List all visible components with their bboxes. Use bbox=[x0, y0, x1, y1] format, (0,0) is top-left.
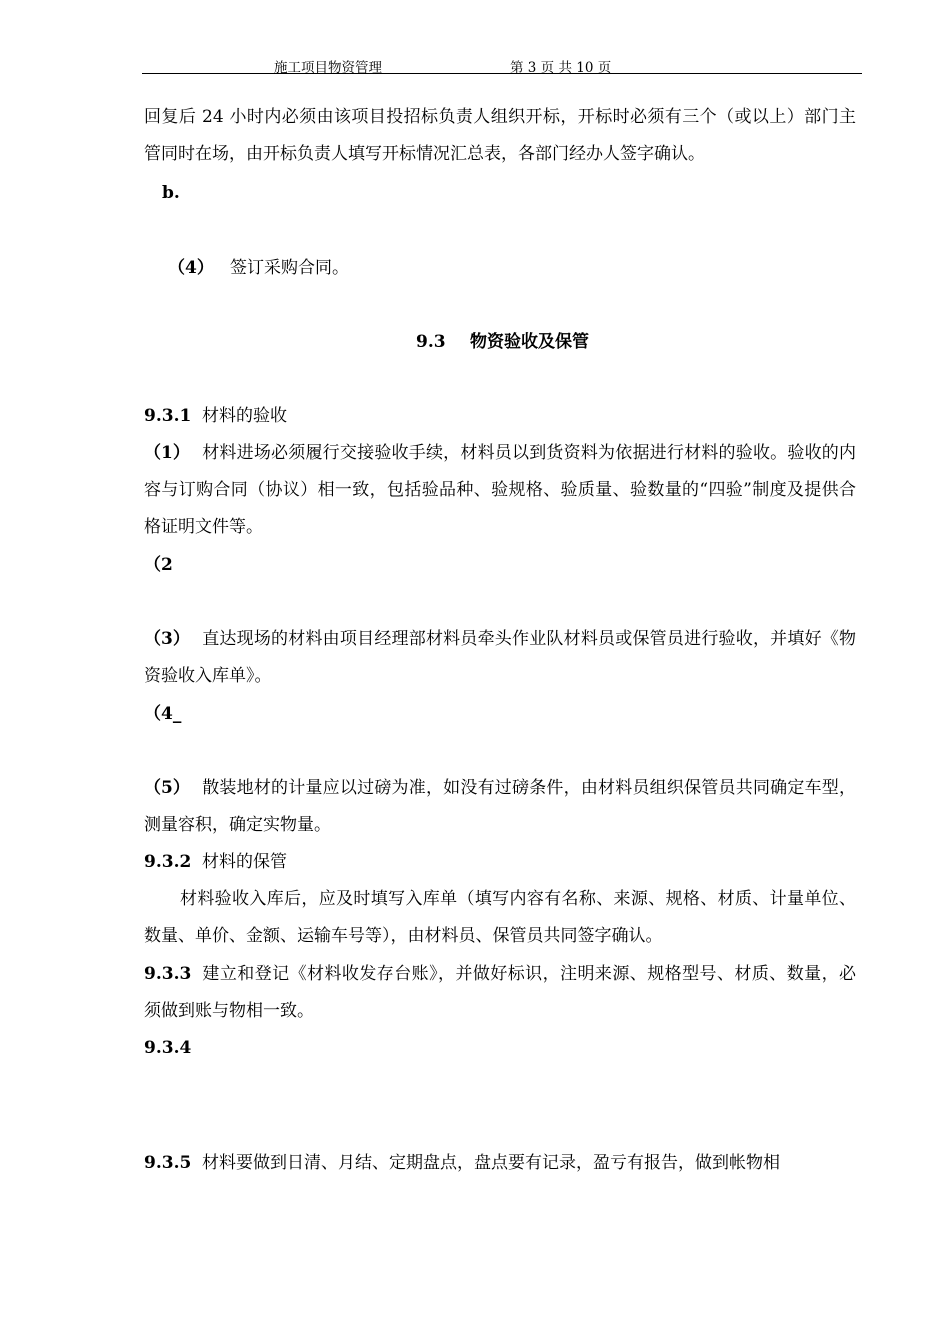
section-9-3-5-number: 9.3.5 bbox=[144, 1153, 192, 1173]
section-9-3-3-text: 建立和登记《材料收发存台账》，并做好标识，注明来源、规格型号、材质、数量，必须做到账与物相一致。 bbox=[144, 964, 856, 1021]
section-9-3-2-heading bbox=[144, 844, 856, 881]
section-9-3-number: 9.3 bbox=[416, 332, 446, 352]
item-9-3-1-3-text: 直达现场的材料由项目经理部材料员牵头作业队材料员或保管员进行验收，并填好《物资验收入库单》。 bbox=[144, 629, 856, 686]
item-9-3-1-5 bbox=[144, 770, 856, 844]
item-9-3-1-4-number: （4_ bbox=[144, 704, 182, 724]
item-9-3-1-1-text: 材料进场必须履行交接验收手续，材料员以到货资料为依据进行材料的验收。验收的内容与订购合同（协议）相一致，包括验品种、验规格、验质量、验数量的“四验”制度及提供合格证明文件等。 bbox=[144, 443, 856, 537]
header-page-info: 第 3 页 共 10 页 bbox=[510, 60, 612, 76]
item-4-text: 签订采购合同。 bbox=[230, 258, 349, 278]
section-9-3-5 bbox=[144, 1145, 856, 1182]
item-b-label: b. bbox=[162, 183, 180, 203]
section-9-3-5-text: 材料要做到日清、月结、定期盘点，盘点要有记录，盈亏有报告，做到帐物相 bbox=[202, 1153, 780, 1173]
item-9-3-1-3-number: （3） bbox=[144, 629, 190, 649]
item-9-3-1-5-text: 散装地材的计量应以过磅为准，如没有过磅条件，由材料员组织保管员共同确定车型，测量容积，确定实物量。 bbox=[144, 778, 856, 835]
item-9-3-1-3 bbox=[144, 621, 856, 695]
item-4-number: （4） bbox=[168, 258, 214, 278]
section-9-3-4-number: 9.3.4 bbox=[144, 1038, 192, 1058]
item-9-3-1-2-number: （2 bbox=[144, 555, 173, 575]
section-9-3-1-title: 材料的验收 bbox=[202, 406, 287, 426]
header-title: 施工项目物资管理 bbox=[274, 60, 382, 76]
item-4 bbox=[168, 250, 880, 287]
section-9-3-3-number: 9.3.3 bbox=[144, 964, 192, 984]
section-9-3-2-number: 9.3.2 bbox=[144, 852, 192, 872]
section-9-3-2-title: 材料的保管 bbox=[202, 852, 287, 872]
item-9-3-1-1-number: （1） bbox=[144, 443, 190, 463]
paragraph-bid-opening: 回复后 24 小时内必须由该项目投招标负责人组织开标，开标时必须有三个（或以上）部门主管同时在场，由开标负责人填写开标情况汇总表，各部门经办人签字确认。 bbox=[144, 107, 856, 164]
item-9-3-1-1 bbox=[144, 435, 856, 546]
page-header bbox=[142, 56, 862, 74]
section-9-3-3 bbox=[144, 956, 856, 1030]
section-9-3-1-heading bbox=[144, 398, 856, 435]
section-9-3-2-text: 材料验收入库后，应及时填写入库单（填写内容有名称、来源、规格、材质、计量单位、数量、单价、金额、运输车号等），由材料员、保管员共同签字确认。 bbox=[144, 889, 856, 946]
section-9-3-title: 物资验收及保管 bbox=[470, 332, 589, 352]
item-9-3-1-5-number: （5） bbox=[144, 778, 190, 798]
section-9-3-1-number: 9.3.1 bbox=[144, 406, 192, 426]
section-9-3-heading bbox=[416, 324, 950, 361]
